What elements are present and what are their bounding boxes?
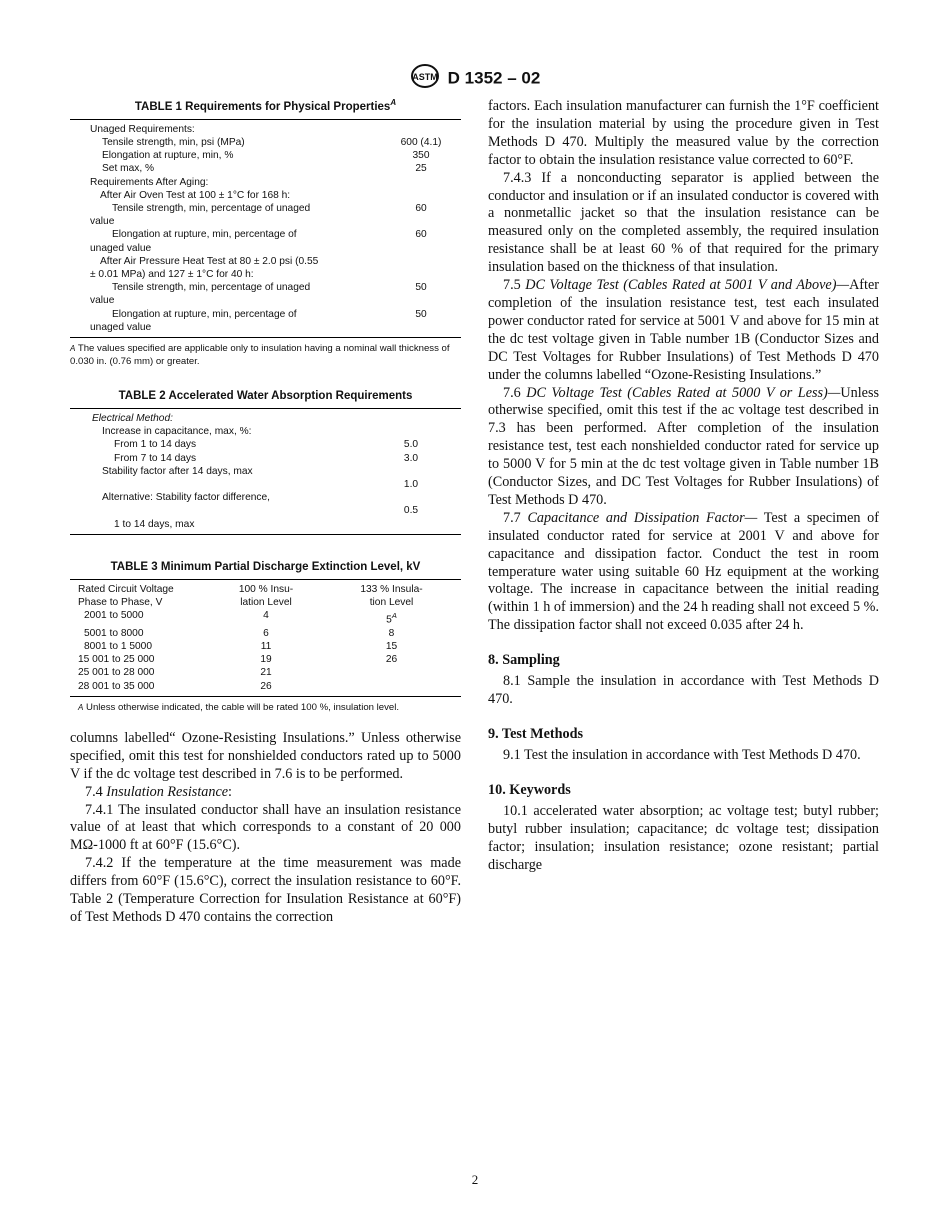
row-value: 5.0	[403, 439, 419, 451]
row-label: 1 to 14 days, max	[114, 518, 195, 530]
paragraph-7-4-1: 7.4.1 The insulated conductor shall have an insulation resistance value of at least that which corresponds to a constant of 20 000 MΩ-1000 ft at 60°F (15.6°C).	[70, 801, 461, 854]
table-row	[70, 162, 461, 175]
table-cell: 5001 to 8000	[84, 627, 144, 639]
table-row	[70, 294, 461, 307]
paragraph-7-6: 7.6 DC Voltage Test (Cables Rated at 5000 V or Less)—Unless otherwise specified, omit this test if the ac voltage test described in 7.3 has been performed. After completion of the insulation resistance test, test each nonshielded conductor rated for service up to 5000 V for 5 min at the dc test voltage given in Table number 1B (Conductor Sizes, and DC Test Voltages for Rubber Insulations) of Test Methods D 470.	[488, 384, 880, 508]
row-label: After Air Oven Test at 100 ± 1°C for 168 h:	[100, 189, 291, 201]
row-value	[361, 491, 461, 504]
row-value: 600 (4.1)	[400, 137, 442, 149]
row-label: Alternative: Stability factor difference,	[102, 492, 270, 504]
row-label: unaged value	[90, 321, 152, 333]
table-row	[70, 491, 461, 504]
row-label: Elongation at rupture, min, percentage of	[112, 308, 297, 320]
table-cell: 19	[260, 654, 272, 666]
paragraph-8-1: 8.1 Sample the insulation in accordance with Test Methods D 470.	[488, 673, 879, 708]
row-label: From 7 to 14 days	[114, 452, 197, 464]
column-header: lation Level	[240, 597, 292, 609]
row-value	[361, 425, 461, 438]
paragraph-7-4: 7.4 Insulation Resistance:	[85, 783, 232, 800]
section-heading-keywords: 10. Keywords	[488, 781, 571, 798]
row-value	[381, 215, 461, 228]
column-header: 133 % Insula-	[360, 583, 423, 595]
row-label	[70, 504, 361, 517]
row-value: 0.5	[403, 505, 419, 517]
table-row	[70, 255, 461, 268]
row-value: 50	[415, 308, 427, 320]
row-label: ± 0.01 MPa) and 127 ± 1°C for 40 h:	[90, 269, 254, 281]
table-cell: 15 001 to 25 000	[78, 654, 155, 666]
table-row	[70, 268, 461, 281]
table-cell: 4	[263, 610, 269, 622]
column-header: tion Level	[369, 597, 414, 609]
table-row	[70, 452, 461, 465]
table-row	[70, 412, 461, 425]
table-row	[70, 228, 461, 241]
row-value	[361, 518, 461, 531]
table-cell	[322, 680, 461, 693]
paragraph-continued: columns labelled“ Ozone-Resisting Insulations.” Unless otherwise specified, omit this test for nonshielded conductors rated up to 5000 V if the dc voltage test described in 7.6 is to be performed.	[70, 729, 461, 782]
column-header: Rated Circuit Voltage	[78, 583, 174, 595]
row-value	[381, 123, 461, 136]
section-heading-test-methods: 9. Test Methods	[488, 726, 583, 742]
table-row	[70, 425, 461, 438]
table3	[70, 579, 461, 697]
table1	[70, 119, 461, 338]
table-row	[70, 478, 461, 491]
row-value: 1.0	[403, 479, 419, 491]
table-row	[70, 215, 461, 228]
astm-logo-icon	[410, 64, 440, 93]
row-label: Tensile strength, min, percentage of unaged	[112, 282, 311, 294]
table1-caption: TABLE 1 Requirements for Physical Properties$^A$	[134, 98, 397, 113]
table-row	[70, 242, 461, 255]
table2-caption: TABLE 2 Accelerated Water Absorption Requirements	[118, 390, 413, 403]
row-value	[381, 294, 461, 307]
paragraph-7-4-3: 7.4.3 If a nonconducting separator is applied between the conductor and insulation or if an insulated conductor is covered with a nonmetallic jacket so that the insulation resistance can be measured only on the completed assembly, the required insulation resistance shall be at least 60 % of that required for the primary insulation based on the thickness of that insulation.	[488, 169, 879, 276]
row-label: Elongation at rupture, min, %	[102, 150, 234, 162]
row-label: Increase in capacitance, max, %:	[102, 426, 252, 438]
table-row	[70, 136, 461, 149]
table2	[70, 408, 461, 535]
table-cell: 11	[260, 641, 272, 653]
paragraph-7-5: 7.5 DC Voltage Test (Cables Rated at 5001 V and Above)—After completion of the insulation resistance test, test each insulated power conductor rated for service at 5001 V and above for 15 min at the dc test voltage given in Table number 1B (Conductor Sizes and DC Test Voltages for Rubber Insulations) of Test Methods D 470 under the columns labelled “Ozone-Resisting Insulations.”	[488, 277, 879, 383]
row-label: Tensile strength, min, percentage of unaged	[112, 203, 311, 215]
section-heading-sampling: 8. Sampling	[488, 652, 560, 669]
table-row	[70, 321, 461, 334]
paragraph-continued: factors. Each insulation manufacturer can furnish the 1°F coefficient for the insulation material by using the procedure given in Test Methods D 470. Multiply the measured value by the correction factor to obtain the insulation resistance value corrected to 60°F.	[488, 98, 879, 168]
row-value: 50	[415, 282, 427, 294]
table-cell: 25 001 to 28 000	[78, 667, 155, 679]
table-row	[70, 149, 461, 162]
row-value	[361, 412, 461, 425]
footnote-mark: A	[391, 611, 397, 621]
paragraph-7-4-2: 7.4.2 If the temperature at the time measurement was made differs from 60°F (15.6°C), correct the insulation resistance to 60°F. Table 2 (Temperature Correction for Insulation Resistance at 60°F) of Test Methods D 470 contains the correction	[70, 855, 461, 925]
row-label: Electrical Method:	[92, 413, 173, 425]
table-cell: 28 001 to 35 000	[78, 680, 155, 692]
paragraph-10-1: 10.1 accelerated water absorption; ac voltage test; butyl rubber; butyl rubber insulation; capacitance; dc voltage test; dissipation factor; insulation; insulation resistance; ozone resistant; partial discharge	[488, 802, 879, 873]
row-value	[381, 321, 461, 334]
row-label: Tensile strength, min, psi (MPa)	[102, 137, 245, 149]
table-row	[70, 123, 461, 136]
row-label: Stability factor after 14 days, max	[102, 465, 253, 477]
row-label: value	[90, 216, 115, 228]
row-label: Set max, %	[102, 163, 155, 175]
row-label: From 1 to 14 days	[114, 439, 197, 451]
column-header: Phase to Phase, V	[78, 597, 163, 609]
table-cell: 6	[263, 627, 269, 639]
row-value	[381, 268, 461, 281]
table3-footnote: A Unless otherwise indicated, the cable will be rated 100 %, insulation level.	[78, 701, 400, 713]
page-number: 2	[471, 1172, 479, 1187]
right-column	[488, 98, 879, 875]
table-cell: 21	[260, 667, 272, 679]
table-row	[70, 308, 461, 321]
document-id: D 1352 – 02	[447, 68, 541, 88]
row-value: 25	[415, 163, 427, 175]
row-label: unaged value	[90, 242, 152, 254]
table-cell: 26	[260, 680, 272, 692]
page-header	[0, 64, 950, 93]
row-value	[381, 255, 461, 268]
row-value: 3.0	[403, 452, 419, 464]
table3-grid	[70, 583, 461, 693]
table-cell: 8001 to 1 5000	[84, 641, 152, 653]
row-value	[361, 465, 461, 478]
row-value: 60	[415, 229, 427, 241]
table-row	[70, 504, 461, 517]
paragraph-9-1: 9.1 Test the insulation in accordance with Test Methods D 470.	[503, 747, 861, 763]
row-label: After Air Pressure Heat Test at 80 ± 2.0 psi (0.55	[100, 255, 319, 267]
table-cell: $5^A$	[386, 611, 397, 626]
table-cell: 15	[385, 641, 398, 653]
table-row	[70, 518, 461, 531]
table-row	[70, 189, 461, 202]
table-row	[70, 465, 461, 478]
row-label	[70, 478, 361, 491]
left-column	[70, 98, 461, 927]
row-value: 60	[415, 203, 427, 215]
table-row	[70, 281, 461, 294]
svg-text:ASTM: ASTM	[411, 72, 438, 82]
table-cell: 26	[385, 654, 398, 666]
row-label: value	[90, 295, 115, 307]
row-value	[381, 176, 461, 189]
row-label: Elongation at rupture, min, percentage of	[112, 229, 297, 241]
column-header: 100 % Insu-	[238, 583, 294, 595]
paragraph-7-7: 7.7 Capacitance and Dissipation Factor— Test a specimen of insulated conductor rated for service at 2001 V and above for capacitance and dissipation factor. Conduct the test in room temperature water using suitable 60 Hz equipment at the working voltage. The increase in capacitance between the initial reading (within 1 h of immersion) and the 24 h reading shall not exceed 5 %. The dissipation factor shall not exceed 0.035 after 24 h.	[488, 509, 879, 634]
row-label: Unaged Requirements:	[90, 123, 195, 135]
table-cell: 2001 to 5000	[84, 610, 144, 622]
table-cell	[322, 666, 461, 679]
table-row	[70, 176, 461, 189]
row-label: Requirements After Aging:	[90, 176, 209, 188]
table1-footnote: A The values specified are applicable only to insulation having a nominal wall thickness of 0.030 in. (0.76 mm) or greater.	[70, 343, 450, 368]
row-value	[381, 189, 461, 202]
row-value	[381, 242, 461, 255]
table3-caption: TABLE 3 Minimum Partial Discharge Extinction Level, kV	[110, 560, 421, 573]
table-cell: 8	[388, 627, 395, 639]
row-value: 350	[412, 150, 430, 162]
table-row	[70, 438, 461, 451]
table-row	[70, 202, 461, 215]
